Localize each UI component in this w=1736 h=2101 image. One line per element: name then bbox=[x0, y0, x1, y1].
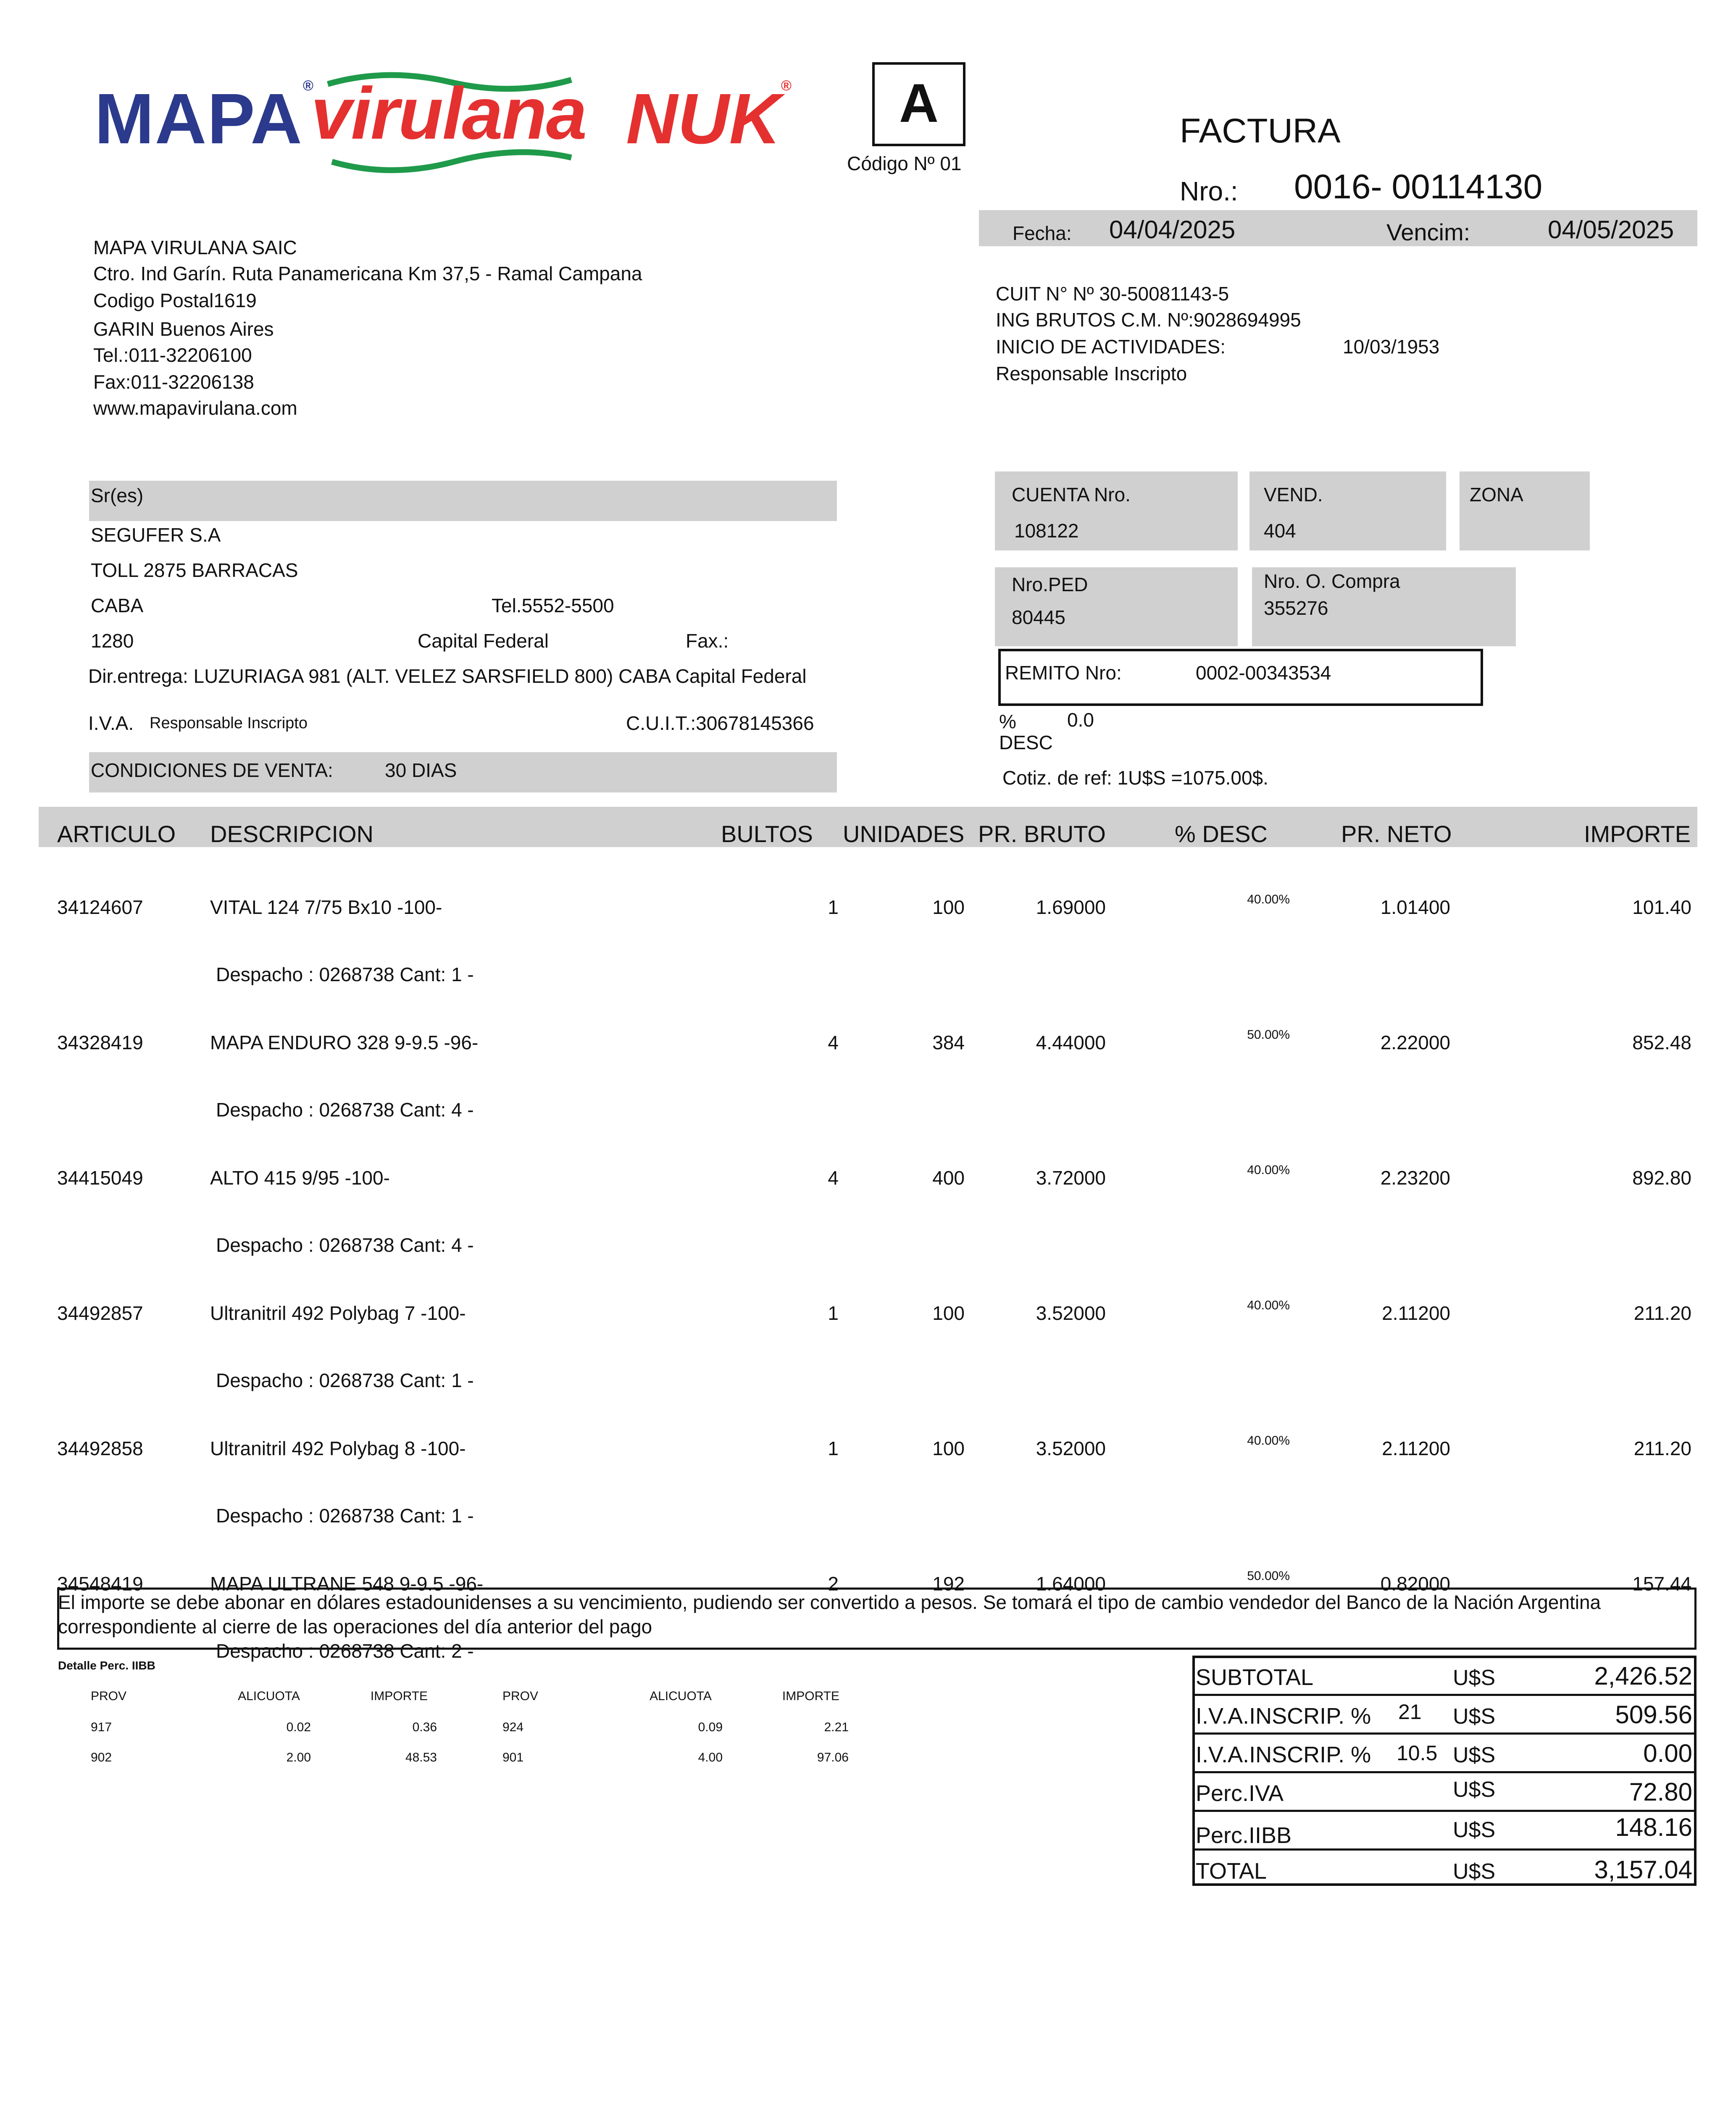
cuenta-label: CUENTA Nro. bbox=[1012, 484, 1131, 506]
fecha-label: Fecha: bbox=[1013, 222, 1072, 244]
iva105-rate: 10.5 bbox=[1397, 1741, 1438, 1765]
perc-iibb-title: Detalle Perc. IIBB bbox=[58, 1659, 155, 1672]
total-row bbox=[1192, 1849, 1697, 1888]
perc-header: PROV bbox=[502, 1689, 539, 1703]
perc-cell: 2.21 bbox=[824, 1720, 849, 1734]
cell-bruto: 3.52000 bbox=[1036, 1438, 1106, 1459]
perc-iibb-currency: U$S bbox=[1453, 1818, 1496, 1842]
company-tel: Tel.:011-32206100 bbox=[93, 344, 252, 366]
col-pr-neto: PR. NETO bbox=[1341, 821, 1452, 847]
cell-unidades: 192 bbox=[932, 1573, 965, 1595]
iva21-row bbox=[1192, 1696, 1697, 1735]
cell-dpct: 40.00% bbox=[1247, 1434, 1290, 1448]
iva105-label: I.V.A.INSCRIP. % bbox=[1196, 1742, 1371, 1767]
company-cp: Codigo Postal1619 bbox=[93, 290, 257, 311]
subtotal-currency: U$S bbox=[1453, 1666, 1496, 1690]
cell-bruto: 3.52000 bbox=[1036, 1302, 1106, 1324]
iva21-value: 509.56 bbox=[1615, 1701, 1692, 1729]
perc-iibb-value: 148.16 bbox=[1615, 1813, 1692, 1841]
total-label: TOTAL bbox=[1196, 1859, 1267, 1884]
cell-despacho: Despacho : 0268738 Cant: 1 - bbox=[216, 964, 474, 985]
cell-dpct: 50.00% bbox=[1247, 1569, 1290, 1583]
perc-header: ALICUOTA bbox=[238, 1689, 300, 1703]
cell-art: 34415049 bbox=[57, 1167, 143, 1189]
perc-cell: 902 bbox=[91, 1751, 112, 1764]
zona-label: ZONA bbox=[1470, 484, 1523, 506]
cell-despacho: Despacho : 0268738 Cant: 2 - bbox=[216, 1640, 474, 1662]
cell-desc: MAPA ULTRANE 548 9-9.5 -96- bbox=[210, 1573, 484, 1595]
cell-art: 34548419 bbox=[57, 1573, 143, 1595]
cell-art: 34328419 bbox=[57, 1032, 143, 1053]
col-desc: % DESC bbox=[1175, 821, 1268, 847]
fiscal-cuit: CUIT N° Nº 30-50081143-5 bbox=[996, 283, 1229, 305]
cell-despacho: Despacho : 0268738 Cant: 4 - bbox=[216, 1234, 474, 1256]
client-tel: Tel.5552-5500 bbox=[492, 595, 614, 616]
cell-bultos: 2 bbox=[828, 1573, 839, 1595]
cotizacion: Cotiz. de ref: 1U$S =1075.00$. bbox=[1002, 767, 1268, 789]
cuenta-value: 108122 bbox=[1014, 520, 1079, 542]
invoice-number: 0016- 00114130 bbox=[1294, 168, 1543, 206]
company-city: GARIN Buenos Aires bbox=[93, 318, 274, 340]
cell-art: 34492857 bbox=[57, 1302, 143, 1324]
client-sres: Sr(es) bbox=[91, 484, 144, 506]
vend-label: VEND. bbox=[1264, 484, 1323, 506]
fecha-value: 04/04/2025 bbox=[1109, 216, 1236, 244]
perc-iva-row bbox=[1192, 1773, 1697, 1812]
total-currency: U$S bbox=[1453, 1859, 1496, 1884]
cell-neto: 0.82000 bbox=[1380, 1573, 1450, 1595]
perc-header: ALICUOTA bbox=[650, 1689, 712, 1703]
perc-cell: 924 bbox=[502, 1720, 524, 1734]
cell-unidades: 100 bbox=[932, 1438, 965, 1459]
cell-despacho: Despacho : 0268738 Cant: 1 - bbox=[216, 1505, 474, 1527]
perc-cell: 0.36 bbox=[412, 1720, 437, 1734]
client-header-bar bbox=[89, 481, 837, 521]
client-city: CABA bbox=[91, 595, 144, 616]
cell-art: 34492858 bbox=[57, 1438, 143, 1459]
perc-cell: 0.02 bbox=[286, 1720, 311, 1734]
cell-importe: 101.40 bbox=[1632, 896, 1691, 918]
cell-bultos: 4 bbox=[828, 1032, 839, 1053]
iva105-currency: U$S bbox=[1453, 1743, 1496, 1767]
iva21-rate: 21 bbox=[1398, 1700, 1422, 1724]
perc-iva-value: 72.80 bbox=[1629, 1778, 1692, 1806]
col-descripcion: DESCRIPCION bbox=[210, 821, 374, 847]
cell-dpct: 40.00% bbox=[1247, 1163, 1290, 1177]
iva21-currency: U$S bbox=[1453, 1704, 1496, 1729]
sale-conditions-label: CONDICIONES DE VENTA: bbox=[91, 759, 333, 781]
orden-compra-label: Nro. O. Compra bbox=[1264, 570, 1400, 592]
remito-value: 0002-00343534 bbox=[1196, 662, 1331, 684]
subtotal-row bbox=[1192, 1657, 1697, 1696]
company-fax: Fax:011-32206138 bbox=[93, 371, 254, 393]
client-fax: Fax.: bbox=[686, 630, 729, 652]
sale-conditions-value: 30 DIAS bbox=[385, 759, 457, 781]
cell-bultos: 1 bbox=[828, 1438, 839, 1459]
remito-label: REMITO Nro: bbox=[1005, 662, 1122, 684]
perc-header: PROV bbox=[91, 1689, 127, 1703]
perc-cell: 97.06 bbox=[817, 1751, 849, 1764]
cell-bultos: 4 bbox=[828, 1167, 839, 1189]
cell-neto: 2.11200 bbox=[1382, 1302, 1450, 1324]
col-articulo: ARTICULO bbox=[57, 821, 176, 847]
cell-neto: 2.22000 bbox=[1380, 1032, 1450, 1053]
cell-neto: 2.23200 bbox=[1380, 1167, 1450, 1189]
vencim-label: Vencim: bbox=[1386, 219, 1470, 245]
col-bultos: BULTOS bbox=[721, 821, 813, 847]
perc-iibb-label: Perc.IIBB bbox=[1196, 1823, 1292, 1848]
doc-type-letter: A bbox=[899, 72, 939, 134]
cell-importe: 157.44 bbox=[1632, 1573, 1691, 1595]
vencim-value: 04/05/2025 bbox=[1548, 216, 1674, 244]
perc-iva-currency: U$S bbox=[1453, 1777, 1496, 1802]
perc-header: IMPORTE bbox=[370, 1689, 428, 1703]
perc-cell: 48.53 bbox=[405, 1751, 437, 1764]
virulana-logo: virulana bbox=[311, 71, 586, 156]
client-iva-label: I.V.A. bbox=[88, 712, 134, 734]
fiscal-iibb: ING BRUTOS C.M. Nº:9028694995 bbox=[996, 309, 1301, 331]
perc-cell: 917 bbox=[91, 1720, 112, 1734]
cell-desc: MAPA ENDURO 328 9-9.5 -96- bbox=[210, 1032, 479, 1053]
cell-dpct: 40.00% bbox=[1247, 893, 1290, 906]
desc-label: DESC bbox=[999, 732, 1053, 753]
client-province: Capital Federal bbox=[418, 630, 549, 652]
fiscal-condition: Responsable Inscripto bbox=[996, 363, 1187, 384]
perc-iva-label: Perc.IVA bbox=[1196, 1781, 1284, 1806]
cell-unidades: 100 bbox=[932, 896, 965, 918]
client-delivery-address: Dir.entrega: LUZURIAGA 981 (ALT. VELEZ SARSFIELD 800) CABA Capital Federal bbox=[88, 665, 807, 687]
page-title: FACTURA bbox=[1180, 112, 1341, 150]
company-web: www.mapavirulana.com bbox=[93, 397, 297, 419]
client-address: TOLL 2875 BARRACAS bbox=[91, 559, 298, 581]
client-name: SEGUFER S.A bbox=[91, 524, 221, 546]
desc-value: 0.0 bbox=[1067, 709, 1094, 731]
cell-bruto: 1.64000 bbox=[1036, 1573, 1106, 1595]
fiscal-inicio-label: INICIO DE ACTIVIDADES: bbox=[996, 336, 1226, 358]
cell-neto: 1.01400 bbox=[1380, 896, 1450, 918]
invoice-number-label: Nro.: bbox=[1180, 176, 1238, 206]
cell-bultos: 1 bbox=[828, 896, 839, 918]
cell-bruto: 4.44000 bbox=[1036, 1032, 1106, 1053]
vend-value: 404 bbox=[1264, 520, 1296, 542]
cell-despacho: Despacho : 0268738 Cant: 1 - bbox=[216, 1369, 474, 1391]
company-name: MAPA VIRULANA SAIC bbox=[93, 237, 297, 258]
perc-cell: 4.00 bbox=[698, 1751, 723, 1764]
perc-iibb-row bbox=[1192, 1812, 1697, 1851]
perc-cell: 0.09 bbox=[698, 1720, 723, 1734]
cell-importe: 211.20 bbox=[1633, 1438, 1691, 1459]
cell-bruto: 1.69000 bbox=[1036, 896, 1106, 918]
cell-dpct: 50.00% bbox=[1247, 1028, 1290, 1042]
subtotal-value: 2,426.52 bbox=[1594, 1662, 1692, 1690]
subtotal-label: SUBTOTAL bbox=[1196, 1665, 1314, 1690]
cell-despacho: Despacho : 0268738 Cant: 4 - bbox=[216, 1099, 474, 1121]
mapa-logo: MAPA® bbox=[95, 78, 314, 159]
iva105-value: 0.00 bbox=[1643, 1739, 1692, 1767]
client-cuit: C.U.I.T.:30678145366 bbox=[626, 712, 814, 734]
iva105-row bbox=[1192, 1735, 1697, 1773]
cell-unidades: 384 bbox=[932, 1032, 965, 1053]
nuk-logo: NUK® bbox=[626, 78, 792, 159]
col-pr-bruto: PR. BRUTO bbox=[978, 821, 1106, 847]
cell-unidades: 100 bbox=[932, 1302, 965, 1324]
cell-importe: 852.48 bbox=[1632, 1032, 1691, 1053]
desc-percent-sign: % bbox=[999, 711, 1016, 732]
pedido-label: Nro.PED bbox=[1012, 574, 1088, 595]
company-address: Ctro. Ind Garín. Ruta Panamericana Km 37,5 - Ramal Campana bbox=[93, 263, 642, 284]
cell-unidades: 400 bbox=[932, 1167, 965, 1189]
client-iva-value: Responsable Inscripto bbox=[150, 714, 308, 732]
cell-bruto: 3.72000 bbox=[1036, 1167, 1106, 1189]
client-cp: 1280 bbox=[91, 630, 134, 652]
iva21-label: I.V.A.INSCRIP. % bbox=[1196, 1703, 1371, 1729]
cell-art: 34124607 bbox=[57, 896, 143, 918]
pedido-value: 80445 bbox=[1012, 606, 1065, 628]
cell-desc: VITAL 124 7/75 Bx10 -100- bbox=[210, 896, 442, 918]
cell-desc: ALTO 415 9/95 -100- bbox=[210, 1167, 390, 1189]
orden-compra-value: 355276 bbox=[1264, 597, 1328, 619]
cell-bultos: 1 bbox=[828, 1302, 839, 1324]
cell-importe: 211.20 bbox=[1633, 1302, 1691, 1324]
cell-desc: Ultranitril 492 Polybag 8 -100- bbox=[210, 1438, 466, 1459]
payment-notice: El importe se debe abonar en dólares estadounidenses a su vencimiento, pudiendo ser convertido a pesos. Se tomará el tipo de cambio vendedor del Banco de la Nación Argentina correspondiente al cierre de las operaciones del día anterior del pago bbox=[58, 1591, 1601, 1638]
fiscal-inicio-value: 10/03/1953 bbox=[1343, 336, 1440, 358]
perc-header: IMPORTE bbox=[782, 1689, 840, 1703]
cell-importe: 892.80 bbox=[1632, 1167, 1691, 1189]
col-unidades: UNIDADES bbox=[843, 821, 965, 847]
codigo-label: Código Nº 01 bbox=[847, 153, 962, 174]
col-importe: IMPORTE bbox=[1583, 821, 1691, 847]
perc-cell: 2.00 bbox=[286, 1751, 311, 1764]
cell-neto: 2.11200 bbox=[1382, 1438, 1450, 1459]
cell-desc: Ultranitril 492 Polybag 7 -100- bbox=[210, 1302, 466, 1324]
perc-cell: 901 bbox=[502, 1751, 524, 1764]
cell-dpct: 40.00% bbox=[1247, 1298, 1290, 1312]
total-value: 3,157.04 bbox=[1594, 1856, 1692, 1884]
